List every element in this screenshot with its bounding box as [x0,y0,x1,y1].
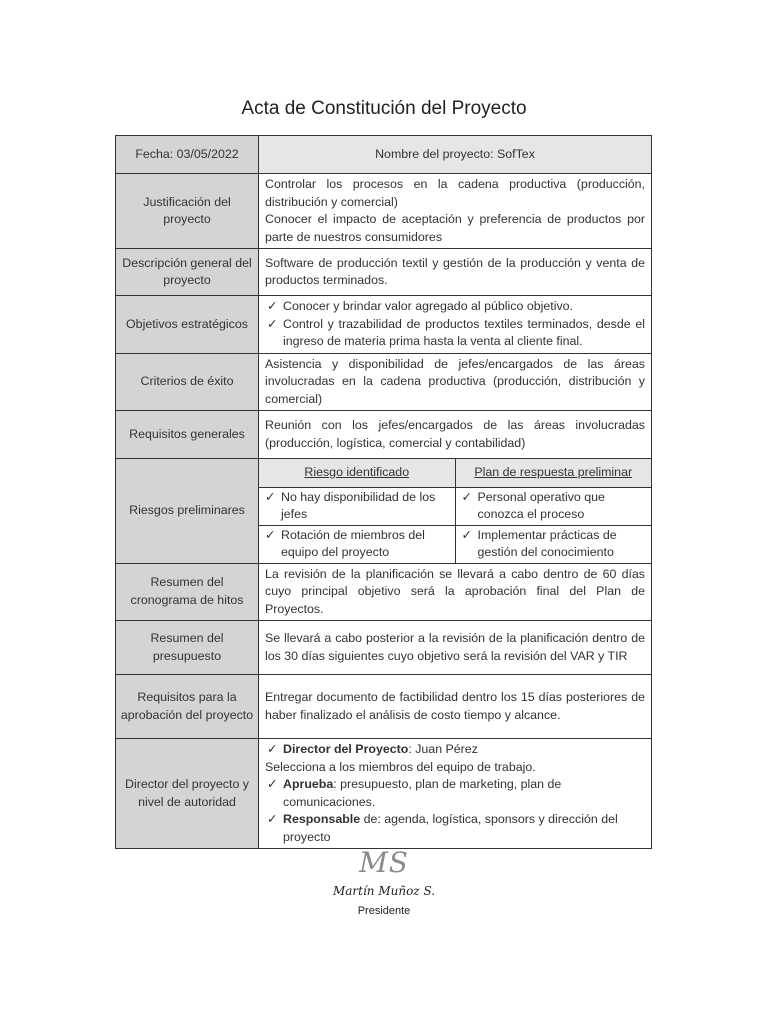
row-objetivos [116,296,652,354]
checkmark-icon: ✓ [267,299,278,313]
value-cronograma: La revisión de la planificación se llevará a cabo dentro de 60 días cuyo principal objetivo será la aprobación final del Plan de Proyectos. [259,563,652,621]
risk-header-identified: Riesgo identificado [259,459,455,487]
checkmark-icon: ✓ [267,812,278,826]
signature-role: Presidente [357,905,411,917]
label-aprobacion: Requisitos para la aprobación del proyecto [116,675,259,739]
aprueba-item: ✓ Aprueba: presupuesto, plan de marketing, plan de comunicaciones. [267,777,562,809]
project-name-cell: Nombre del proyecto: SofTex [259,136,652,174]
label-criterios: Criterios de éxito [116,353,259,411]
label-cronograma: Resumen del cronograma de hitos [116,563,259,621]
objetivo-item: ✓ Control y trazabilidad de productos textiles terminados, desde el ingreso de materia prima hasta la venta al cliente final. [267,316,645,348]
header-row [116,136,652,174]
label-presupuesto: Resumen del presupuesto [116,621,259,675]
label-riesgos: Riesgos preliminares [116,459,259,564]
row-riesgos [116,459,652,564]
label-justificacion: Justificación del proyecto [116,174,259,249]
label-objetivos: Objetivos estratégicos [116,296,259,354]
value-justificacion [259,174,652,249]
row-director [116,739,652,849]
row-aprobacion [116,675,652,739]
row-requisitos [116,411,652,459]
checkmark-icon: ✓ [267,777,278,791]
project-charter-table [115,135,652,849]
risk-header-response: Plan de respuesta preliminar [455,459,651,487]
value-criterios: Asistencia y disponibilidad de jefes/encargados de las áreas involucradas en la cadena productiva (producción, distribución y comercial) [259,353,652,411]
label-requisitos: Requisitos generales [116,411,259,459]
response-item: ✓ Implementar prácticas de gestión del conocimiento [455,525,651,563]
justificacion-line-2: Conocer el impacto de aceptación y preferencia de productos por parte de nuestros consumidores [265,212,645,244]
responsable-item: ✓ Responsable de: agenda, logística, sponsors y dirección del proyecto [267,812,618,844]
document-title: Acta de Constitución del Proyecto [241,98,527,119]
row-presupuesto [116,621,652,675]
risk-item: ✓ Rotación de miembros del equipo del proyecto [259,525,455,563]
label-director: Director del proyecto y nivel de autoridad [116,739,259,849]
label-descripcion: Descripción general del proyecto [116,249,259,296]
date-cell: Fecha: 03/05/2022 [116,136,259,174]
checkmark-icon: ✓ [265,527,276,542]
director-plain-line: Selecciona a los miembros del equipo de trabajo. [265,759,536,774]
value-riesgos [259,459,652,564]
row-justificacion [116,174,652,249]
response-item: ✓ Personal operativo que conozca el proceso [455,487,651,525]
checkmark-icon: ✓ [461,527,472,542]
checkmark-icon: ✓ [265,489,276,504]
row-cronograma [116,563,652,621]
row-descripcion [116,249,652,296]
signature-name: Martín Muñoz S. [332,884,436,898]
justificacion-line-1: Controlar los procesos en la cadena productiva (producción, distribución y comercial) [265,177,645,209]
row-criterios [116,353,652,411]
signature-initials: MS [359,846,409,879]
risk-table [259,459,651,563]
director-item: ✓ Director del Proyecto: Juan Pérez [265,741,645,759]
value-director [259,739,652,849]
checkmark-icon: ✓ [267,742,278,756]
checkmark-icon: ✓ [267,316,278,331]
checkmark-icon: ✓ [461,489,472,504]
objetivo-item: ✓ Conocer y brindar valor agregado al público objetivo. [265,298,645,316]
value-descripcion: Software de producción textil y gestión de la producción y venta de productos terminados. [259,249,652,296]
risk-item: ✓ No hay disponibilidad de los jefes [259,487,455,525]
value-aprobacion: Entregar documento de factibilidad dentro los 15 días posteriores de haber finalizado el análisis de costo tiempo y alcance. [259,675,652,739]
value-requisitos: Reunión con los jefes/encargados de las áreas involucradas (producción, logística, comercial y contabilidad) [259,411,652,459]
value-presupuesto: Se llevará a cabo posterior a la revisión de la planificación dentro de los 30 días siguientes cuyo objetivo será la revisión del VAR y TIR [259,621,652,675]
value-objetivos [259,296,652,354]
